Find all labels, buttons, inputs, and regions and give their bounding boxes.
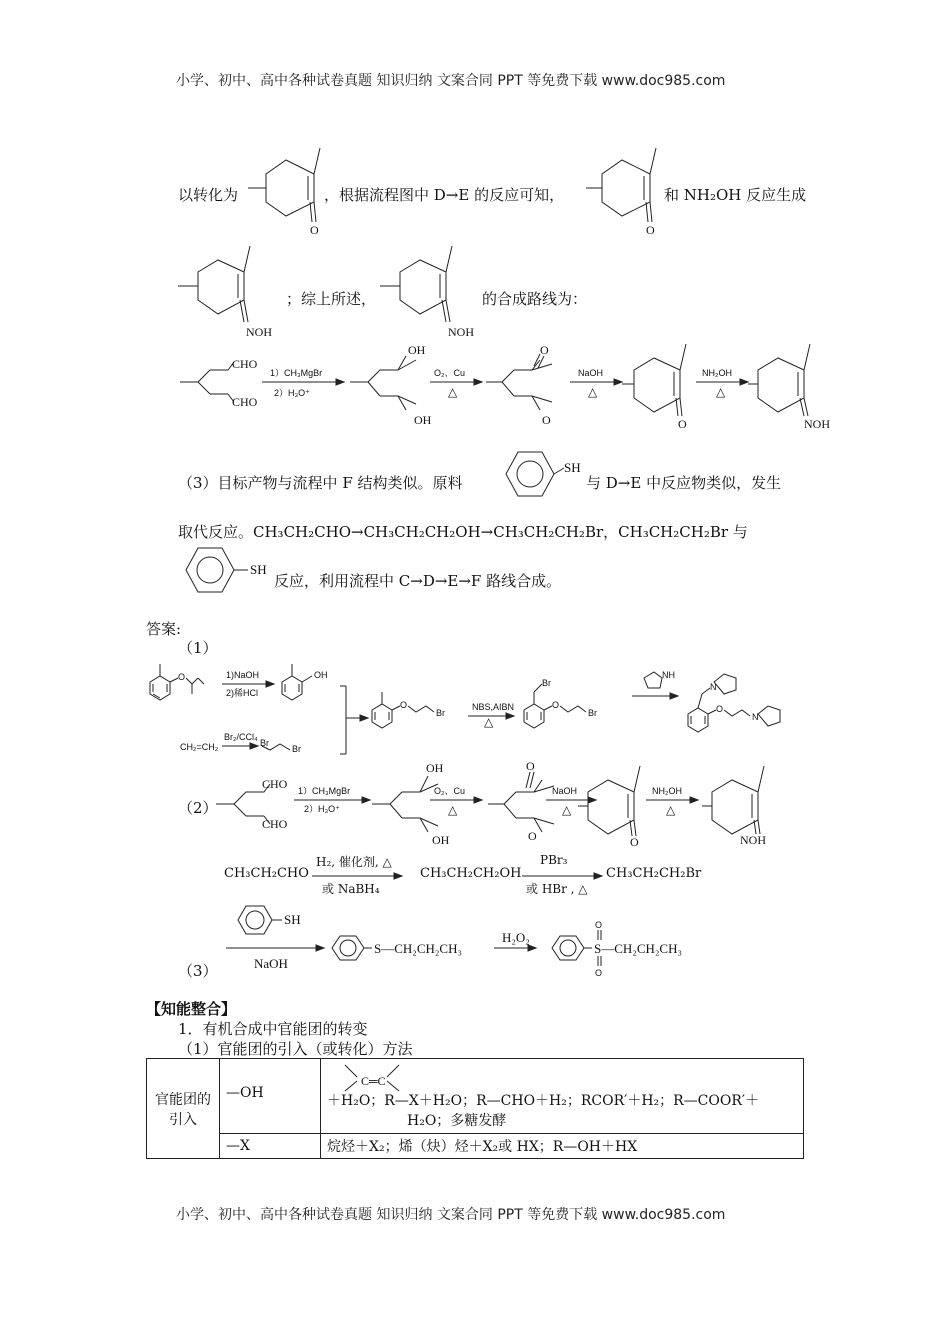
table-methods-text: 烷烃＋X₂；烯（炔）烃＋X₂或 HX；R—OH＋HX	[321, 1134, 804, 1159]
oxime-label: NOH	[804, 417, 830, 431]
ketone-o-label: O	[528, 829, 537, 843]
oxo-label: O	[630, 835, 639, 849]
reagent-reduction-top: H₂, 催化剂, △	[316, 855, 392, 869]
thiophenol-structure-1	[488, 448, 588, 508]
functional-group-table	[146, 1058, 804, 1159]
heat-symbol: △	[666, 803, 676, 817]
bromine-label: Br	[260, 738, 269, 748]
answer-route-2	[212, 759, 792, 862]
answer-part2-label: （2）	[178, 799, 218, 817]
enone-structure-1	[244, 140, 334, 240]
nitrogen-label: N	[752, 712, 759, 722]
para2-text-b: 的合成路线为：	[482, 290, 588, 308]
reagent-hydroxylamine: NH₂OH	[702, 368, 732, 378]
oxime-label: NOH	[740, 833, 766, 847]
amine-label: NH	[662, 670, 675, 680]
para1-text-b: ，根据流程图中 D→E 的反应可知，	[324, 186, 565, 204]
heat-symbol: △	[588, 385, 598, 399]
reagent-naoh: NaOH	[254, 956, 288, 971]
hydroxyl-label: OH	[426, 761, 444, 775]
reagent-naoh: NaOH	[578, 368, 604, 378]
reagent-peroxide: H₂O₂	[502, 930, 530, 945]
section-heading-1: 1．有机合成中官能团的转变	[178, 1020, 368, 1038]
sulfide-label: S—CH₂CH₂CH₃	[374, 941, 463, 956]
oxime-label: NOH	[448, 325, 474, 339]
oxime-label: NOH	[246, 325, 272, 339]
reagent-oxidation: O₂、Cu	[434, 368, 465, 378]
oxo-label: O	[310, 223, 319, 237]
bromine-label: Br	[542, 678, 551, 688]
bromine-label: Br	[436, 708, 445, 718]
aldehyde-label: CHO	[262, 817, 288, 831]
ketone-o-label: O	[540, 343, 549, 357]
hydroxyl-label: OH	[414, 413, 432, 427]
reagent-reduction-bottom: 或 NaBH₄	[322, 882, 380, 896]
table-methods	[321, 1059, 804, 1134]
page-footer: 小学、初中、高中各种试卷真题 知识归纳 文案合同 PPT 等免费下载 www.doc985.com	[176, 1207, 726, 1223]
oxygen-label: O	[178, 672, 186, 682]
para3-text-c: 取代反应。CH₃CH₂CHO→CH₃CH₂CH₂OH→CH₃CH₂CH₂Br，CH₃CH₂CH₂Br 与	[178, 523, 748, 541]
answer-part1-label: （1）	[178, 639, 218, 657]
bromopropane-label: CH₃CH₂CH₂Br	[606, 866, 702, 881]
reagent-naoh: NaOH	[552, 786, 578, 796]
para3-text-b: 与 D→E 中反应物类似，发生	[586, 474, 782, 492]
oxo-label: O	[646, 223, 655, 237]
heat-symbol: △	[716, 385, 726, 399]
bromine-label: Br	[292, 744, 301, 754]
section-heading-2: （1）官能团的引入（或转化）方法	[178, 1040, 413, 1058]
reagent-nbs: NBS,AIBN	[472, 702, 515, 712]
reagent-grignard: 1）CH₃MgBr	[270, 368, 323, 378]
answer-title: 答案:	[146, 620, 182, 638]
reagent-grignard: 1）CH₃MgBr	[298, 786, 351, 796]
sulfone-label: S—CH₂CH₂CH₃	[594, 941, 683, 956]
heat-symbol: △	[484, 715, 494, 729]
table-row	[147, 1134, 804, 1159]
ketone-o-label: O	[542, 413, 551, 427]
alkene-structure	[341, 1063, 411, 1097]
reagent-bromine: Br₂/CCl₄	[224, 732, 258, 742]
oxygen-label: O	[400, 700, 408, 710]
sulfone-o-bottom: O	[595, 968, 603, 978]
reagent-hcl: 2)稀HCl	[226, 688, 259, 698]
synthesis-route-1	[176, 340, 856, 440]
table-group: —X	[220, 1134, 321, 1159]
sulfone-o-top: O	[595, 920, 603, 930]
para1-text-a: 以转化为	[178, 186, 239, 204]
thiol-label: SH	[250, 562, 267, 577]
oxygen-label: O	[552, 700, 560, 710]
oxygen-label: O	[716, 704, 724, 714]
reagent-hydrolysis: 2）H₃O⁺	[304, 804, 340, 814]
para3-text-d: 反应，利用流程中 C→D→E→F 路线合成。	[274, 572, 562, 590]
answer-part3-label: （3）	[178, 962, 218, 980]
heat-symbol: △	[448, 803, 458, 817]
nitrogen-label: N	[710, 682, 717, 692]
aldehyde-label: CHO	[232, 395, 258, 409]
alkene-label: C═C	[361, 1074, 386, 1088]
reagent-naoh: 1)NaOH	[226, 670, 260, 680]
propanal-label: CH₃CH₂CHO	[224, 866, 309, 881]
reagent-hydrolysis: 2）H₃O⁺	[274, 388, 310, 398]
aldehyde-label: CHO	[232, 357, 258, 371]
bromine-label: Br	[588, 708, 597, 718]
hydroxyl-label: OH	[314, 670, 328, 680]
aldehyde-label: CHO	[262, 777, 288, 791]
para3-text-a: （3）目标产物与流程中 F 结构类似。原料	[178, 474, 463, 492]
propanol-label: CH₃CH₂CH₂OH	[420, 866, 522, 881]
thiol-label: SH	[564, 460, 581, 475]
oxime-structure-1	[176, 242, 286, 342]
reagent-pbr3: PBr₃	[540, 853, 568, 867]
hydroxyl-label: OH	[432, 833, 450, 847]
heat-symbol: △	[448, 385, 458, 399]
oxime-structure-2	[378, 242, 488, 342]
thiophenol-structure-2	[176, 544, 276, 604]
ketone-o-label: O	[526, 759, 535, 773]
table-methods-text: ＋H₂O；R—X＋H₂O；R—CHO＋H₂；RCOR′＋H₂；R—COOR′＋H₂O；多糖发酵	[327, 1093, 760, 1129]
para1-text-c: 和 NH₂OH 反应生成	[664, 186, 807, 204]
hydroxyl-label: OH	[408, 343, 426, 357]
thiol-label: SH	[284, 912, 301, 927]
page-header: 小学、初中、高中各种试卷真题 知识归纳 文案合同 PPT 等免费下载 www.doc985.com	[176, 73, 726, 89]
oxo-label: O	[678, 417, 687, 431]
table-category: 官能团的引入	[147, 1059, 220, 1159]
table-group: —OH	[220, 1059, 321, 1134]
answer-route-3	[216, 900, 736, 980]
enone-structure-2	[586, 140, 676, 240]
table-row	[147, 1059, 804, 1134]
reagent-hydroxylamine: NH₂OH	[652, 786, 682, 796]
section-title: 【知能整合】	[146, 1000, 237, 1018]
heat-symbol: △	[562, 803, 572, 817]
para2-text-a: ；综上所述，	[286, 290, 377, 308]
ethylene-label: CH₂=CH₂	[180, 742, 219, 752]
reagent-oxidation: O₂、Cu	[434, 786, 465, 796]
reagent-hbr: 或 HBr , △	[526, 882, 588, 896]
